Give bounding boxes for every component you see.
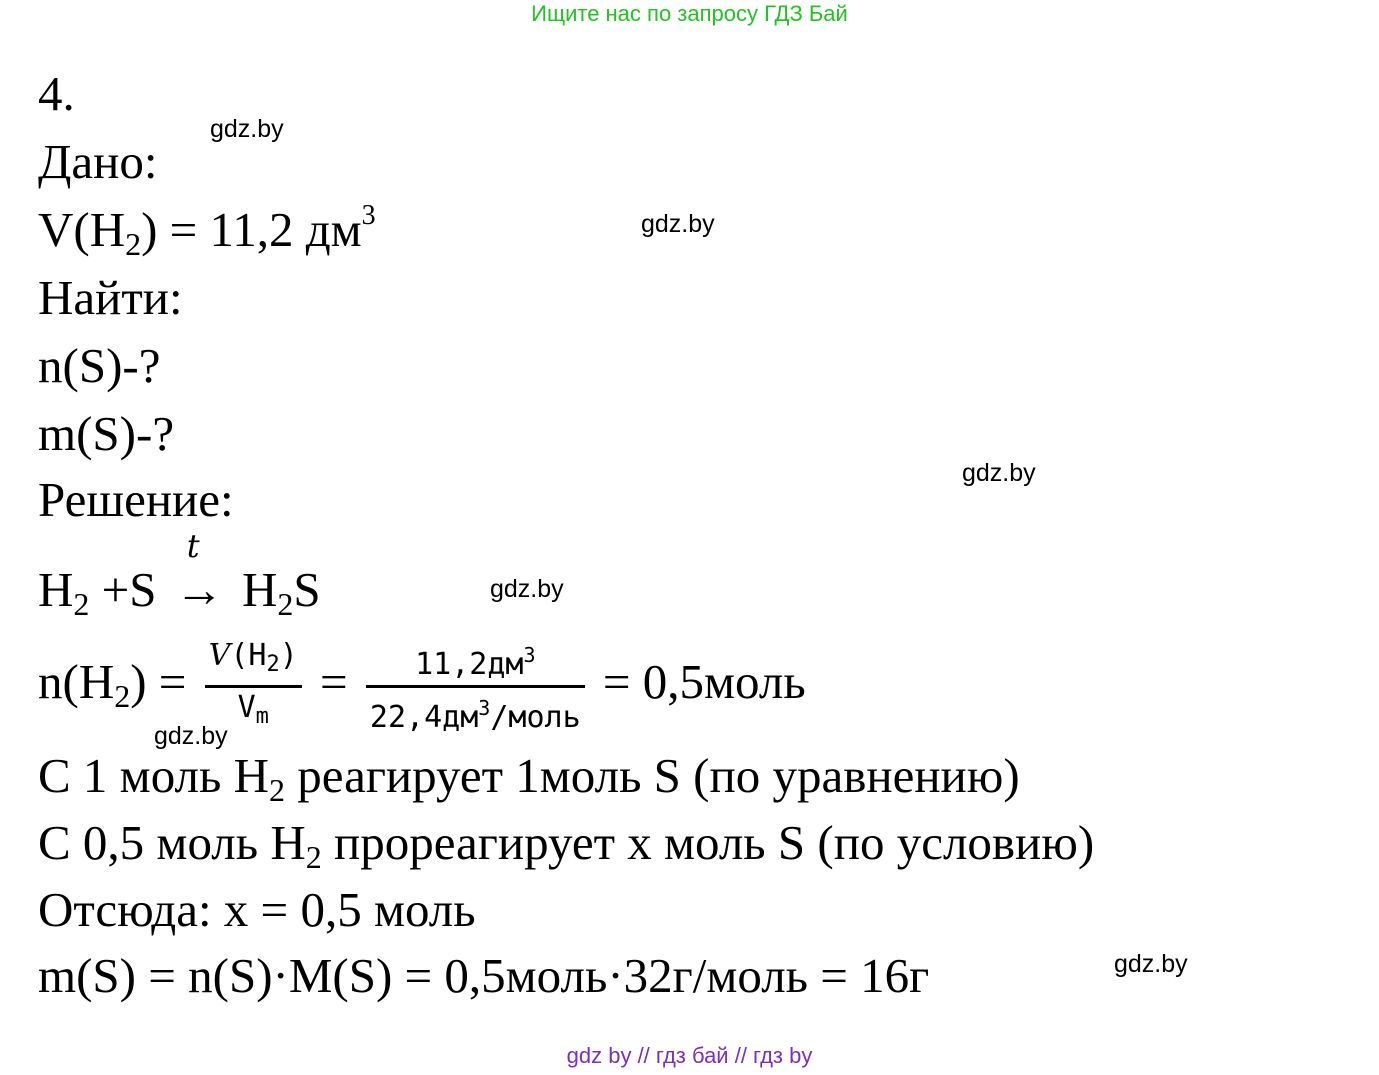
- fraction-values-denominator: $22,4дм^3$/моль: [366, 685, 585, 738]
- given-volume: [38, 200, 376, 262]
- find-m: m(S)-?: [38, 406, 175, 461]
- given-volume-subscript: 2: [125, 226, 142, 262]
- fraction-formula-numerator: $V(H_2)$: [208, 638, 298, 678]
- watermark: gdz.by: [1114, 950, 1188, 978]
- amount-lhs-subscript: 2: [114, 678, 131, 714]
- given-volume-prefix: V(H: [38, 202, 126, 257]
- find-heading: Найти:: [38, 270, 183, 325]
- watermark: gdz.by: [210, 115, 284, 143]
- product-h-subscript: 2: [277, 586, 294, 622]
- amount-equation: [38, 630, 806, 738]
- amount-lhs-end: ) =: [130, 654, 187, 709]
- reactant-h-subscript: 2: [73, 586, 90, 622]
- product-s: S: [293, 562, 321, 617]
- mass-equation: m(S) = n(S)·M(S) = 0,5моль·32г/моль = 16г: [38, 948, 930, 1003]
- given-volume-exponent: 3: [361, 200, 376, 231]
- task-number: 4.: [38, 66, 75, 121]
- fraction-values-numerator: $11,2дм^3$: [415, 643, 536, 683]
- footer-links: gdz by // гдз бай // гдз by: [566, 1043, 813, 1068]
- amount-equals: =: [320, 654, 348, 709]
- reaction-equation: [38, 527, 321, 622]
- watermark: gdz.by: [490, 575, 564, 603]
- search-banner: Ищите нас по запросу ГДЗ Бай: [531, 1, 848, 26]
- reactant-h: H: [38, 562, 74, 617]
- fraction-values: [366, 635, 585, 738]
- watermark: gdz.by: [641, 210, 715, 238]
- given-volume-value: ) = 11,2 дм: [141, 202, 362, 257]
- fraction-formula: [205, 636, 302, 737]
- watermark: gdz.by: [962, 459, 1036, 487]
- product-h: H: [229, 562, 278, 617]
- reaction-plus-s: +S: [89, 562, 169, 617]
- find-n: n(S)-?: [38, 338, 161, 393]
- reasoning-line-2: С 0,5 моль $H_2$ прореагирует x моль S (по условию): [38, 815, 1095, 875]
- given-heading: Дано:: [38, 134, 158, 189]
- watermark: gdz.by: [154, 722, 228, 750]
- amount-result: = 0,5моль: [602, 654, 806, 709]
- amount-lhs: n(H: [38, 654, 115, 709]
- reaction-arrow: [169, 527, 230, 618]
- solution-heading: Решение:: [38, 472, 234, 527]
- arrow-label-temperature: t: [186, 527, 200, 565]
- arrow-icon: →: [174, 562, 224, 617]
- reasoning-line-3: Отсюда: x = 0,5 моль: [38, 882, 476, 937]
- fraction-formula-denominator: $V_m$: [205, 685, 302, 737]
- reasoning-line-1: С 1 моль $H_2$ реагирует 1моль S (по уравнению): [38, 748, 1020, 808]
